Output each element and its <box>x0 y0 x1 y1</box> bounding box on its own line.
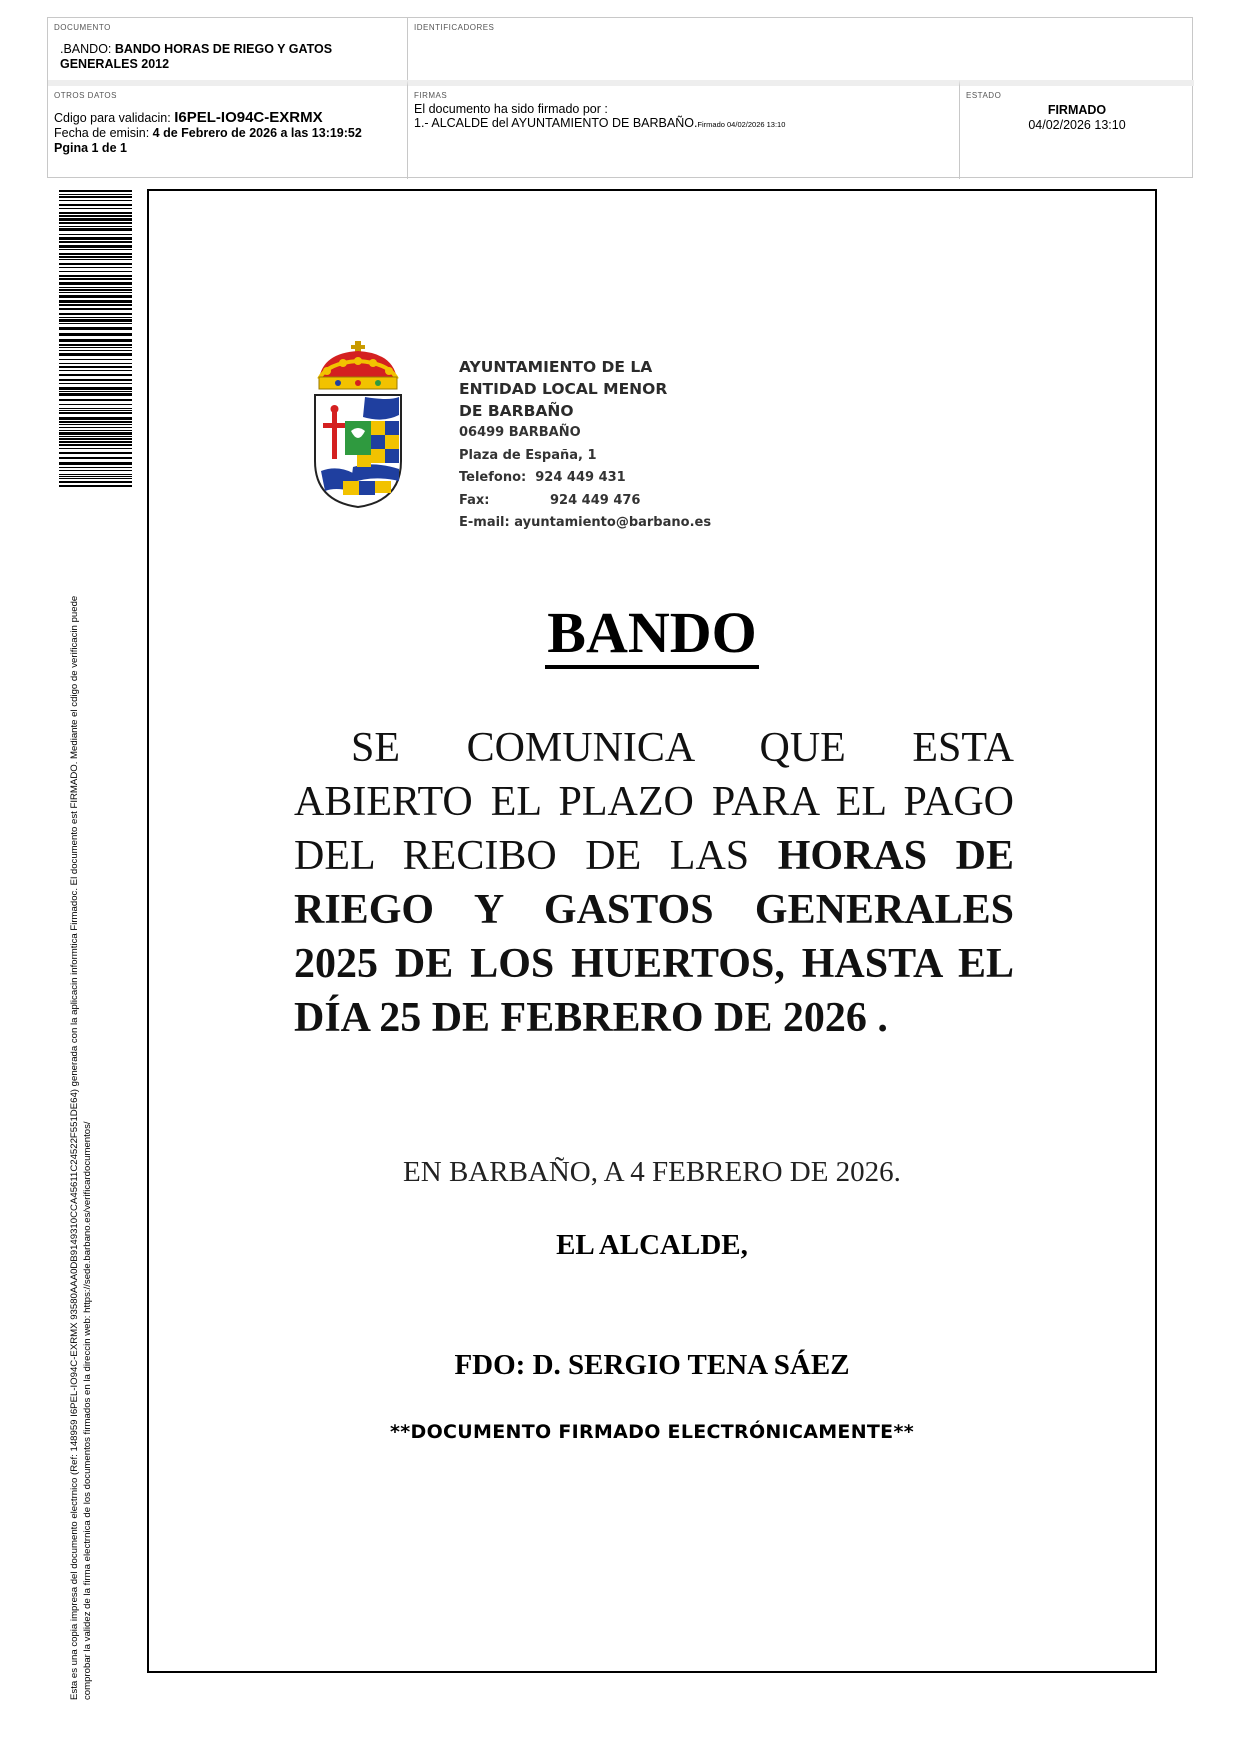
bando-heading <box>149 601 1155 665</box>
bando-body <box>294 721 1014 1045</box>
signature-metadata-header <box>47 17 1193 178</box>
firmas-lines <box>414 102 785 132</box>
documento-caption: DOCUMENTO <box>54 23 111 32</box>
document-title <box>60 42 360 72</box>
document-title-text: BANDO HORAS DE RIEGO Y GATOS GENERALES 2012 <box>60 42 333 71</box>
electronic-signature-note: **DOCUMENTO FIRMADO ELECTRÓNICAMENTE** <box>390 1421 914 1443</box>
fax-number: 924 449 476 <box>550 492 641 508</box>
crown-icon <box>319 341 397 389</box>
verification-margin-text <box>68 490 94 1700</box>
documento-cell <box>48 18 408 80</box>
verification-barcode <box>59 190 132 487</box>
org-name-line-2: ENTIDAD LOCAL MENOR <box>459 380 668 398</box>
otros-datos-lines <box>54 110 362 156</box>
validation-code: I6PEL-IO94C-EXRMX <box>174 109 323 126</box>
body-bold-text: HORAS DE RIEGO Y GASTOS GENERALES 2025 DE LOS HUERTOS, HASTA EL DÍA 25 DE FEBRERO DE 2026 . <box>294 833 1014 1041</box>
estado-date: 04/02/2026 13:10 <box>1028 118 1126 132</box>
org-postal: 06499 BARBAÑO <box>459 425 581 440</box>
signer-role: EL ALCALDE, <box>556 1229 748 1261</box>
org-fax-row <box>459 490 789 513</box>
estado-value: FIRMADO <box>1047 103 1107 117</box>
bando-document-frame <box>147 189 1157 1673</box>
otros-datos-caption: OTROS DATOS <box>54 91 117 100</box>
body-normal-text: SE COMUNICA QUE ESTA ABIERTO EL PLAZO PARA EL PAGO DEL RECIBO DE LAS <box>294 725 1014 879</box>
identificadores-caption: IDENTIFICADORES <box>414 23 495 32</box>
firmas-line-1: El documento ha sido firmado por : <box>414 102 608 116</box>
codigo-label: Cdigo para validacin: <box>54 111 175 125</box>
phone-label: Telefono: <box>459 470 527 485</box>
email-address: ayuntamiento@barbano.es <box>514 515 712 530</box>
firmas-cell <box>408 80 960 179</box>
fax-label: Fax: <box>459 492 490 508</box>
verification-line-2: comprobar la validez de la firma electrnica de los documentos firmados en la direccin web: https://sede.barbano.es/verificardocumentos/ <box>82 1121 93 1700</box>
shield-icon <box>315 395 401 507</box>
org-address: Plaza de España, 1 <box>459 447 597 463</box>
estado-cell <box>960 80 1194 179</box>
email-label: E-mail: <box>459 515 510 530</box>
fecha-label: Fecha de emisin: <box>54 126 153 140</box>
otros-datos-cell <box>48 80 408 179</box>
signer-name: FDO: D. SERGIO TENA SÁEZ <box>454 1349 850 1381</box>
identificadores-cell <box>408 18 1194 80</box>
page-count: Pgina 1 de 1 <box>54 141 127 155</box>
estado-lines <box>960 103 1194 133</box>
phone-number: 924 449 431 <box>535 470 626 485</box>
verification-line-1: Esta es una copia impresa del documento electrnico (Ref: 148959 I6PEL-IO94C-EXRMX 93580AAA0DB9149310CCA45611C24522F551DE64) generada con la aplicacin informtica Firmadoc. El documento est FIRMADO. Mediante el cdigo de verificacin puede <box>69 595 80 1700</box>
org-email-row <box>459 512 789 535</box>
firmas-line-2: 1.- ALCALDE del AYUNTAMIENTO DE BARBAÑO. <box>414 116 698 130</box>
estado-caption: ESTADO <box>966 91 1002 100</box>
firmas-caption: FIRMAS <box>414 91 448 100</box>
org-name-line-1: AYUNTAMIENTO DE LA <box>459 358 653 376</box>
document-title-prefix: .BANDO: <box>60 42 115 56</box>
bando-title: BANDO <box>545 600 758 669</box>
place-date: EN BARBAÑO, A 4 FEBRERO DE 2026. <box>403 1156 901 1188</box>
org-name-line-3: DE BARBAÑO <box>459 402 574 420</box>
firmas-signed-date: Firmado 04/02/2026 13:10 <box>697 120 786 129</box>
emission-date: 4 de Febrero de 2026 a las 13:19:52 <box>152 126 362 140</box>
coat-of-arms-logo <box>313 341 403 509</box>
organization-block <box>459 356 789 535</box>
org-phone-row <box>459 467 789 490</box>
